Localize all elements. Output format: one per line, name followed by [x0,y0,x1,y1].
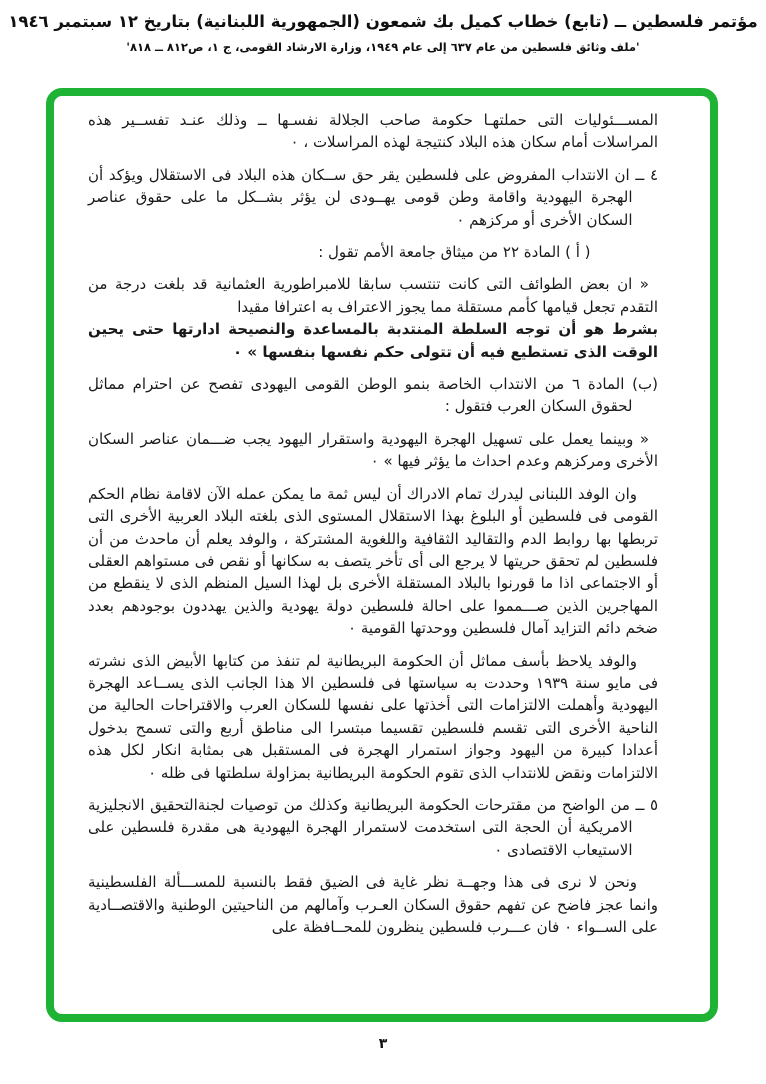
paragraph: ونحن لا نرى فى هذا وجهــة نظر غاية فى الضيق فقط بالنسبة للمســـألة الفلسطينية وانما عجز فاضح عن تفهم حقوق السكان العـرب وآمالهم من الناحيتين الوطنية والاقتصــادية على الســواء ٠ فان عـــرب فلسطين ينظرون للمحــافظة على [88,873,658,936]
paragraph: والوفد يلاحظ بأسف مماثل أن الحكومة البريطانية لم تنفذ من كتابها الأبيض الذى نشرته فى مايو سنة ١٩٣٩ وحددت به سياستها فى فلسطين الا هذا الجانب الذى يســاعد الهجرة اليهودية وأهملت الالتزامات التى أخذتها على نفسها للسكان العرب والاقتراحات الحالية من الناحية الأخرى التى تقسم فلسطين تقسيما مبتسرا الى مناطق أربع والتى تسمح بدخول أعدادا كبيرة من اليهود وجواز استمرار الهجرة فى المستقبل هى بمثابة انكار لكل هذه الالتزامات ونقض للانتداب الذى تقوم الحكومة البريطانية بمزاولة سلطتها فى ظله ٠ [88,651,658,782]
paragraph: « ان بعض الطوائف التى كانت تنتسب سابقا للامبراطورية العثمانية قد بلغت درجة من التقدم تجعل قيامها كأمم مستقلة مما يجوز الاعتراف به اعترافا مقيدا [88,275,658,316]
document-source-citation: 'ملف وثائق فلسطين من عام ٦٣٧ إلى عام ١٩٤٩، وزارة الارشاد القومى، ج ١، ص٨١٢ ــ ٨١٨' [126,40,640,54]
paragraph: ( أ ) المادة ٢٢ من ميثاق جامعة الأمم تقول : [318,243,591,262]
paragraph: بشرط هو أن توجه السلطة المنتدبة بالمساعدة والنصيحة ادارتها حتى يحين الوقت الذى تستطيع فيه أن تتولى حكم نفسها بنفسها » ٠ [88,320,658,361]
document-title: مؤتمر فلسطين ــ (تابع) خطاب كميل بك شمعون (الجمهورية اللبنانية) بتاريخ ١٢ سبتمبر ١٩٤٦ [8,12,758,31]
paragraph: (ب) المادة ٦ من الانتداب الخاصة بنمو الوطن القومى اليهودى تفصح عن احترام مماثل لحقوق السكان العرب فتقول : [88,375,658,416]
paragraph: ٤ ــ ان الانتداب المفروض على فلسطين يقر حق ســكان هذه البلاد فى الاستقلال ويؤكد أن الهجرة اليهودية واقامة وطن قومى يهــودى لن يؤثر بشــكل ما على حقوق عناصر السكان الأخرى أو مركزهم ٠ [88,165,658,229]
paragraph: المســـئوليات التى حملتهـا حكومة صاحب الجلالة نفسـها ــ وذلك عنـد تفســير هذه المراسلات أمام سكان هذه البلاد كنتيجة لهذه المراسلات ، ٠ [88,111,658,152]
content-highlight-box [46,88,718,1022]
document-header [0,12,766,54]
paragraph: ٥ ــ من الواضح من مقترحات الحكومة البريطانية وكذلك من توصيات لجنةالتحقيق الانجليزية الامريكية أن الحجة التى استخدمت لاستمرار الهجرة اليهودية هى مقدرة فلسطين على الاستيعاب الاقتصادى ٠ [88,795,658,859]
page-number: ٣ [378,1036,388,1052]
paragraph: « وبينما يعمل على تسهيل الهجرة اليهودية واستقرار اليهود يجب ضـــمان عناصر السكان الأخرى ومركزهم وعدم احداث ما يؤثر فيها » ٠ [88,429,658,471]
document-body-text [88,109,658,948]
paragraph: وان الوفد اللبنانى ليدرك تمام الادراك أن ليس ثمة ما يمكن عمله الآن لاقامة نظام الحكم القومى فى فلسطين أو البلوغ بهذا الاستقلال المستوى الذى بلغته البلاد العربية الأخرى التى تربطها بها روابط الدم والتقاليد الثقافية واللغوية المشتركة ، والوفد يعلم أن ماحدث من أن فلسطين لم تحقق حريتها لا يرجع الى أى تأخر يتصف به سكانها أو نقص فى مستواهم العقلى أو الاجتماعى اذا ما قورنوا بالبلاد المستقلة الأخرى بل لهذا السيل المنظم الذى لا ينقطع من المهاجرين الذين صـــمموا على احالة فلسطين دولة يهودية والذين يهددون بوجودهم بعدد ضخم دائم التزايد آمال فلسطين ووحدتها القومية ٠ [88,484,658,638]
